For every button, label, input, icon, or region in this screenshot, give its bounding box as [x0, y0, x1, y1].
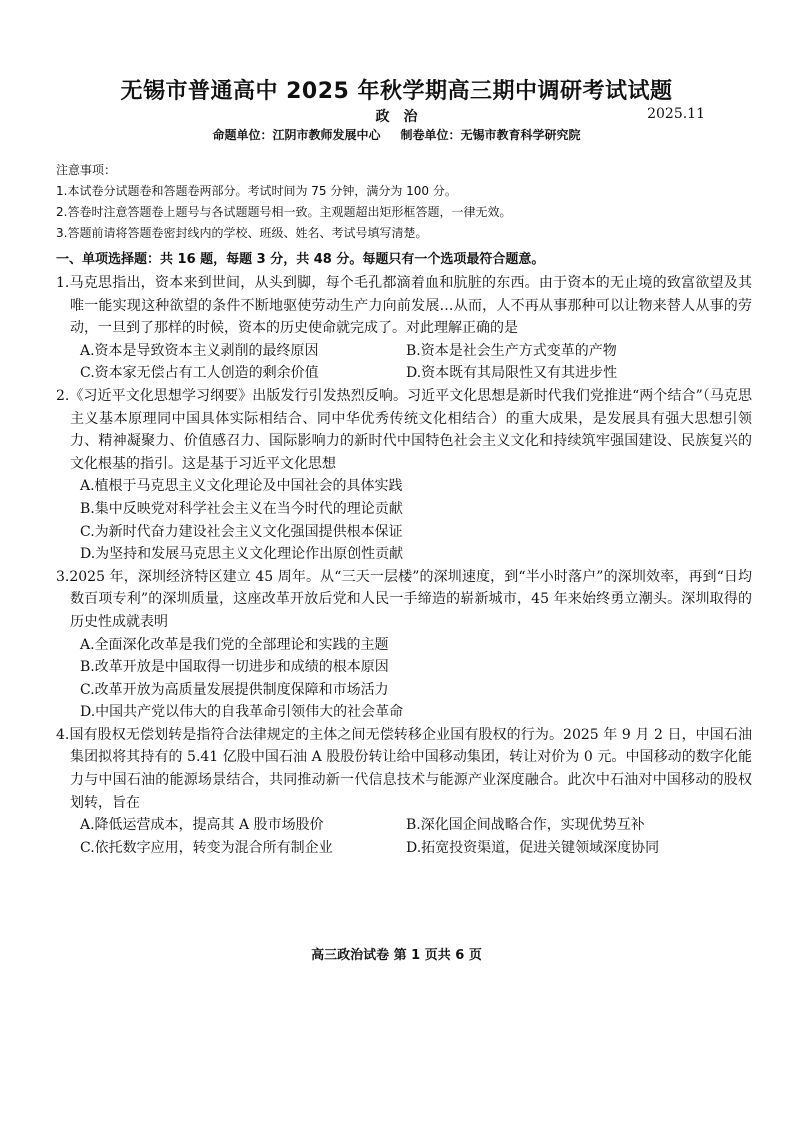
option-c: C.资本家无偿占有工人创造的剩余价值 [80, 365, 319, 382]
question-options [56, 340, 752, 385]
question-options [56, 475, 752, 565]
note-item: 1.本试卷分试题卷和答题卷两部分。考试时间为 75 分钟，满分为 100 分。 [56, 184, 457, 198]
option-c: C.为新时代奋力建设社会主义文化强国提供根本保证 [80, 523, 403, 540]
notes-block [56, 160, 746, 244]
option-b: B.集中反映党对科学社会主义在当今时代的理论贡献 [80, 500, 403, 517]
issuing-units [0, 126, 793, 143]
page-footer: 高三政治试卷 第 1 页共 6 页 [311, 948, 482, 963]
question-3 [56, 566, 752, 724]
note-item: 3.答题前请将答题卷密封线内的学校、班级、姓名、考试号填写清楚。 [56, 226, 428, 240]
question-stem: 4.国有股权无偿划转是指符合法律规定的主体之间无偿转移企业国有股权的行为。2025 年 9 月 2 日，中国石油集团拟将其持有的 5.41 亿股中国石油 A 股股份转让给中国移动集团，转让对价为 0 元。中国移动的数字化能力与中国石油的能源场景结合，共同推动新一代信息技术与能源产业深度融合。此次中石油对中国移动的股权划转，旨在 [56, 726, 752, 811]
question-options [56, 814, 752, 859]
exam-date: 2025.11 [647, 106, 705, 122]
printing-unit: 制卷单位：无锡市教育科学研究院 [400, 128, 581, 142]
option-c: C.依托数字应用，转变为混合所有制企业 [80, 839, 333, 856]
question-stem: 1.马克思指出，资本来到世间，从头到脚，每个毛孔都滴着血和肮脏的东西。由于资本的无止境的致富欲望及其唯一能实现这种欲望的条件不断地驱使劳动生产力向前发展…从而，人不再从事那种可以让物来替人从事的劳动，一旦到了那样的时候，资本的历史使命就完成了。对此理解正确的是 [56, 275, 752, 337]
option-a: A.降低运营成本，提高其 A 股市场股价 [80, 817, 324, 834]
option-a: A.植根于马克思主义文化理论及中国社会的具体实践 [80, 478, 403, 495]
question-4 [56, 724, 752, 860]
question-stem: 3.2025 年，深圳经济特区建立 45 周年。从“三天一层楼”的深圳速度，到“半小时落户”的深圳效率，再到“日均数百项专利”的深圳质量，这座改革开放后党和人民一手缔造的崭新城市，45 年来始终勇立潮头。深圳取得的历史性成就表明 [56, 568, 752, 630]
question-stem: 2.《习近平文化思想学习纲要》出版发行引发热烈反响。习近平文化思想是新时代我们党推进“两个结合”（马克思主义基本原理同中国具体实际相结合、同中华优秀传统文化相结合）的重大成果，是发展具有强大思想引领力、精神凝聚力、价值感召力、国际影响力的新时代中国特色社会主义文化和持续筑牢强国建设、民族复兴的文化根基的指引。这是基于习近平文化思想 [56, 387, 752, 472]
question-2 [56, 385, 752, 566]
option-b: B.改革开放是中国取得一切进步和成绩的根本原因 [80, 659, 389, 676]
section-heading: 一、单项选择题：共 16 题，每题 3 分，共 48 分。每题只有一个选项最符合题意。 [56, 252, 545, 267]
question-1 [56, 272, 752, 385]
subject-label: 政 治 [375, 109, 418, 125]
question-options [56, 634, 752, 724]
exam-title: 无锡市普通高中 2025 年秋学期高三期中调研考试试题 [120, 79, 673, 104]
option-d: D.为坚持和发展马克思主义文化理论作出原创性贡献 [80, 546, 404, 563]
option-a: A.全面深化改革是我们党的全部理论和实践的主题 [80, 636, 389, 653]
option-a: A.资本是导致资本主义剥削的最终原因 [80, 342, 319, 359]
option-d: D.中国共产党以伟大的自我革命引领伟大的社会革命 [80, 704, 404, 721]
notes-heading: 注意事项： [56, 163, 117, 177]
option-b: B.资本是社会生产方式变革的产物 [406, 342, 617, 359]
option-c: C.改革开放为高质量发展提供制度保障和市场活力 [80, 681, 389, 698]
proposition-unit: 命题单位：江阴市教师发展中心 [212, 128, 381, 142]
note-item: 2.答卷时注意答题卷上题号与各试题题号相一致。主观题超出矩形框答题，一律无效。 [56, 205, 512, 219]
option-d: D.拓宽投资渠道，促进关键领域深度协同 [406, 839, 660, 856]
option-d: D.资本既有其局限性又有其进步性 [406, 365, 618, 382]
option-b: B.深化国企间战略合作，实现优势互补 [406, 817, 645, 834]
questions-list [56, 272, 752, 859]
